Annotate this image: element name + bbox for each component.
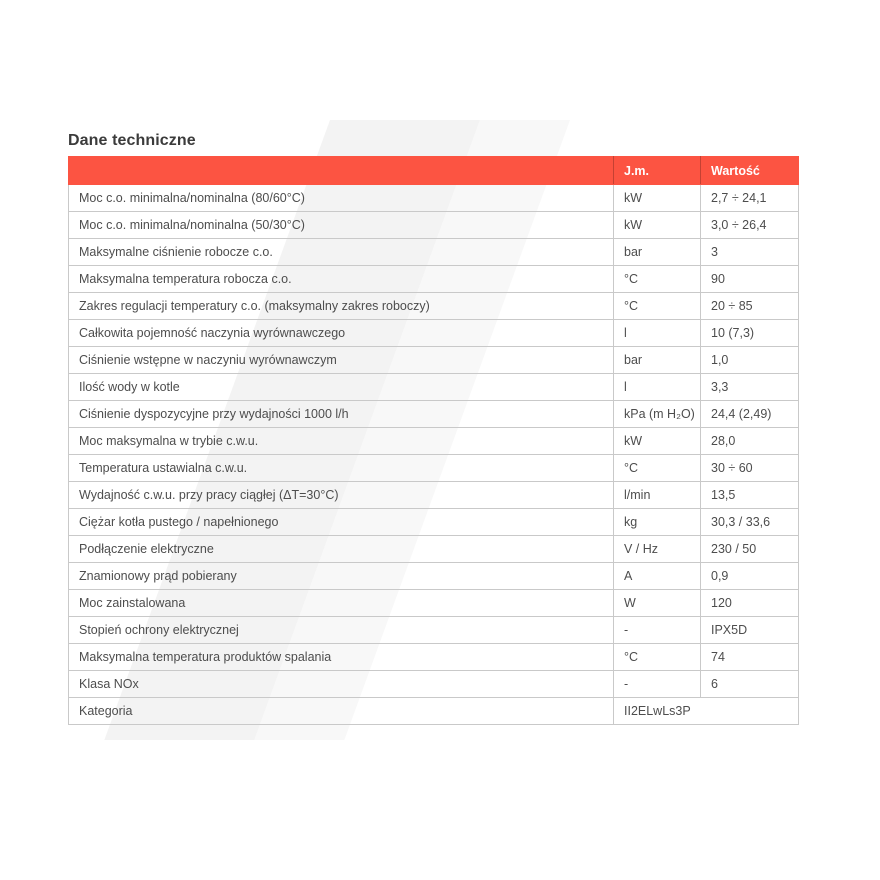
table-body (69, 185, 799, 725)
table-row (69, 428, 799, 455)
parameter-cell: Maksymalna temperatura robocza c.o. (69, 266, 614, 293)
table-row (69, 644, 799, 671)
value-cell: 3,3 (701, 374, 799, 401)
unit-cell: V / Hz (614, 536, 701, 563)
table-row (69, 482, 799, 509)
value-cell: 3,0 ÷ 26,4 (701, 212, 799, 239)
technical-data-section (68, 132, 798, 725)
value-cell: 13,5 (701, 482, 799, 509)
table-row (69, 536, 799, 563)
unit-cell: °C (614, 266, 701, 293)
parameter-cell: Wydajność c.w.u. przy pracy ciągłej (ΔT=30°C) (69, 482, 614, 509)
header-value: Wartość (701, 157, 799, 185)
value-cell: 3 (701, 239, 799, 266)
value-cell: 230 / 50 (701, 536, 799, 563)
value-cell: 120 (701, 590, 799, 617)
parameter-cell: Ciężar kotła pustego / napełnionego (69, 509, 614, 536)
unit-cell: A (614, 563, 701, 590)
value-cell: 0,9 (701, 563, 799, 590)
table-row (69, 590, 799, 617)
table-row (69, 374, 799, 401)
table-row (69, 347, 799, 374)
value-cell: 6 (701, 671, 799, 698)
table-row (69, 212, 799, 239)
table-row (69, 563, 799, 590)
table-header (69, 157, 799, 185)
parameter-cell: Ciśnienie dyspozycyjne przy wydajności 1000 l/h (69, 401, 614, 428)
table-row (69, 185, 799, 212)
parameter-cell: Klasa NOx (69, 671, 614, 698)
unit-cell: kW (614, 428, 701, 455)
parameter-cell: Stopień ochrony elektrycznej (69, 617, 614, 644)
unit-cell: bar (614, 239, 701, 266)
table-row (69, 239, 799, 266)
table-row (69, 671, 799, 698)
unit-cell: l (614, 320, 701, 347)
unit-cell: bar (614, 347, 701, 374)
unit-cell: - (614, 617, 701, 644)
parameter-cell: Moc c.o. minimalna/nominalna (50/30°C) (69, 212, 614, 239)
unit-cell: W (614, 590, 701, 617)
table-row (69, 293, 799, 320)
page-title: Dane techniczne (68, 132, 196, 149)
value-cell: 20 ÷ 85 (701, 293, 799, 320)
unit-cell: - (614, 671, 701, 698)
value-cell: 90 (701, 266, 799, 293)
technical-data-table (68, 156, 799, 725)
value-cell: IPX5D (701, 617, 799, 644)
table-row (69, 266, 799, 293)
spanned-value-cell: II2ELwLs3P (614, 698, 799, 725)
parameter-cell: Całkowita pojemność naczynia wyrównawczego (69, 320, 614, 347)
value-cell: 2,7 ÷ 24,1 (701, 185, 799, 212)
value-cell: 30,3 / 33,6 (701, 509, 799, 536)
parameter-cell: Ilość wody w kotle (69, 374, 614, 401)
parameter-cell: Moc zainstalowana (69, 590, 614, 617)
unit-cell: °C (614, 455, 701, 482)
parameter-cell: Maksymalna temperatura produktów spalania (69, 644, 614, 671)
parameter-cell: Moc c.o. minimalna/nominalna (80/60°C) (69, 185, 614, 212)
unit-cell: kPa (m H₂O) (614, 401, 701, 428)
unit-cell: °C (614, 293, 701, 320)
unit-cell: kW (614, 185, 701, 212)
parameter-cell: Temperatura ustawialna c.w.u. (69, 455, 614, 482)
table-row (69, 617, 799, 644)
table-header-row (69, 157, 799, 185)
parameter-cell: Maksymalne ciśnienie robocze c.o. (69, 239, 614, 266)
header-parameter (69, 157, 614, 185)
table-row (69, 509, 799, 536)
value-cell: 30 ÷ 60 (701, 455, 799, 482)
parameter-cell: Znamionowy prąd pobierany (69, 563, 614, 590)
unit-cell: l/min (614, 482, 701, 509)
header-unit: J.m. (614, 157, 701, 185)
table-row (69, 698, 799, 725)
unit-cell: kg (614, 509, 701, 536)
value-cell: 1,0 (701, 347, 799, 374)
table-row (69, 455, 799, 482)
parameter-cell: Kategoria (69, 698, 614, 725)
value-cell: 74 (701, 644, 799, 671)
value-cell: 28,0 (701, 428, 799, 455)
parameter-cell: Zakres regulacji temperatury c.o. (maksymalny zakres roboczy) (69, 293, 614, 320)
value-cell: 24,4 (2,49) (701, 401, 799, 428)
table-row (69, 320, 799, 347)
parameter-cell: Podłączenie elektryczne (69, 536, 614, 563)
unit-cell: kW (614, 212, 701, 239)
table-row (69, 401, 799, 428)
unit-cell: °C (614, 644, 701, 671)
parameter-cell: Ciśnienie wstępne w naczyniu wyrównawczym (69, 347, 614, 374)
unit-cell: l (614, 374, 701, 401)
parameter-cell: Moc maksymalna w trybie c.w.u. (69, 428, 614, 455)
value-cell: 10 (7,3) (701, 320, 799, 347)
